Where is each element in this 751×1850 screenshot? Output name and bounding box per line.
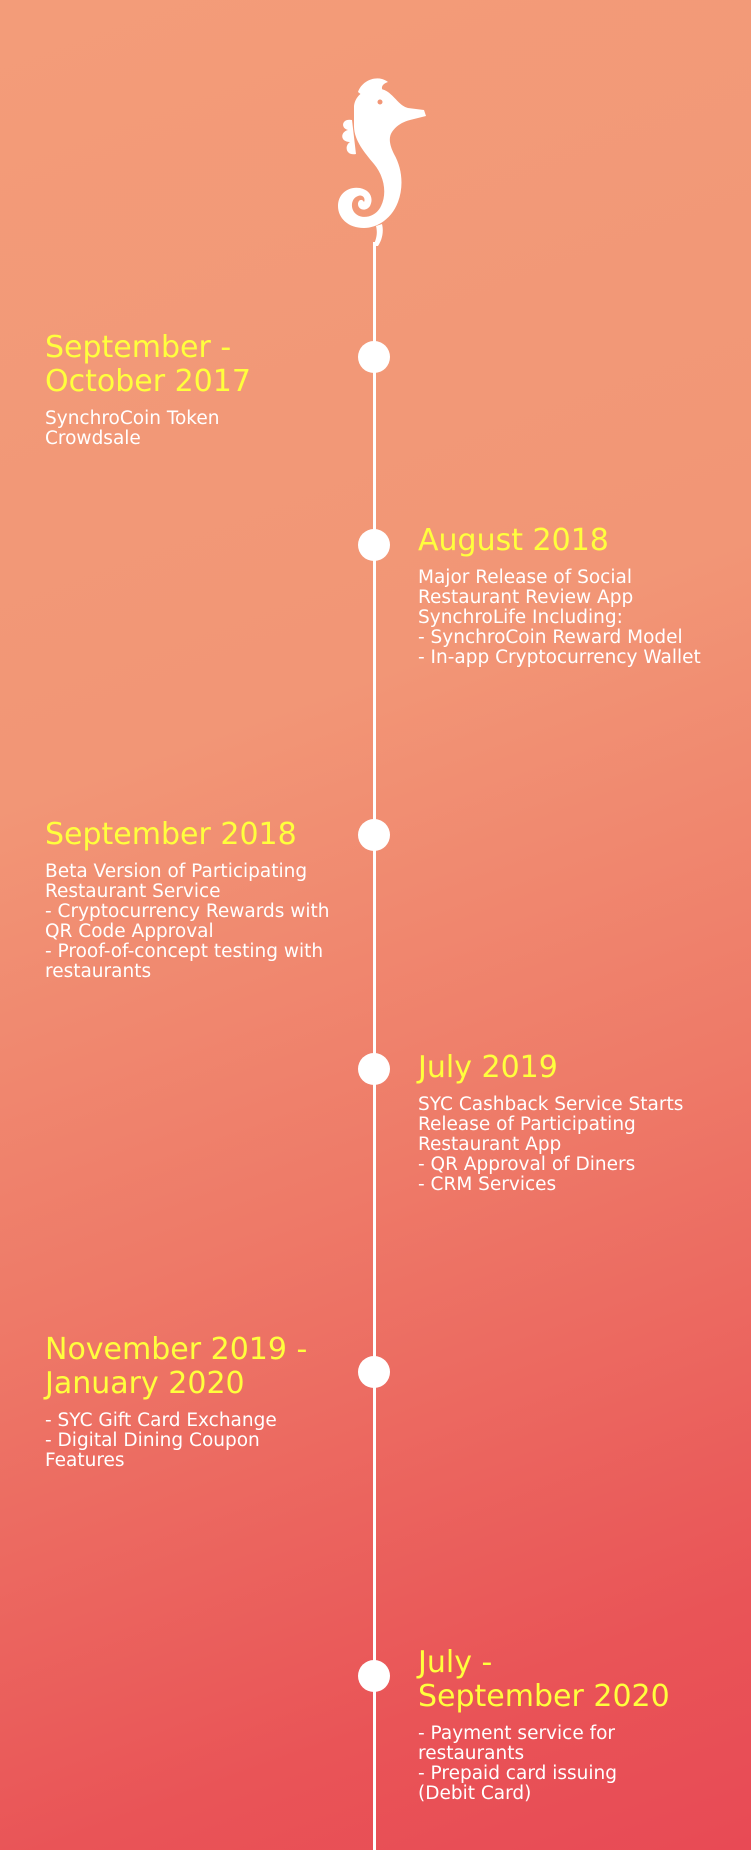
event-description: - SYC Gift Card Exchange - Digital Dining Coupon Features: [45, 1410, 277, 1471]
event-title: September 2018: [45, 817, 297, 852]
timeline-line: [373, 242, 376, 1850]
event-description: SynchroCoin Token Crowdsale: [45, 408, 220, 449]
event-nov-2019-jan-2020: [45, 1333, 345, 1471]
event-jul-sep-2020: [418, 1646, 738, 1804]
seahorse-icon: [318, 76, 432, 248]
event-aug-2018: [418, 524, 738, 668]
event-sep-2018: [45, 818, 345, 982]
timeline-dot-1: [358, 341, 390, 373]
timeline-dot-4: [358, 1053, 390, 1085]
event-description: Beta Version of Participating Restaurant Service - Cryptocurrency Rewards with QR Code Approval - Proof-of-concept testing with restaurants: [45, 861, 330, 982]
event-title: August 2018: [418, 523, 609, 558]
event-sep-oct-2017: [45, 331, 345, 449]
timeline-dot-3: [358, 819, 390, 851]
timeline-dot-5: [358, 1356, 390, 1388]
event-description: - Payment service for restaurants - Prepaid card issuing (Debit Card): [418, 1723, 617, 1804]
event-title: November 2019 - January 2020: [45, 1332, 308, 1401]
event-title: July - September 2020: [418, 1645, 670, 1714]
event-title: July 2019: [418, 1050, 558, 1085]
event-title: September - October 2017: [45, 330, 251, 399]
event-description: Major Release of Social Restaurant Review App SynchroLife Including: - SynchroCoin Reward Model - In-app Cryptocurrency Wallet: [418, 567, 701, 668]
timeline-dot-2: [358, 529, 390, 561]
event-description: SYC Cashback Service Starts Release of Participating Restaurant App - QR Approval of Diners - CRM Services: [418, 1094, 684, 1195]
timeline-dot-6: [358, 1660, 390, 1692]
event-jul-2019: [418, 1051, 738, 1195]
